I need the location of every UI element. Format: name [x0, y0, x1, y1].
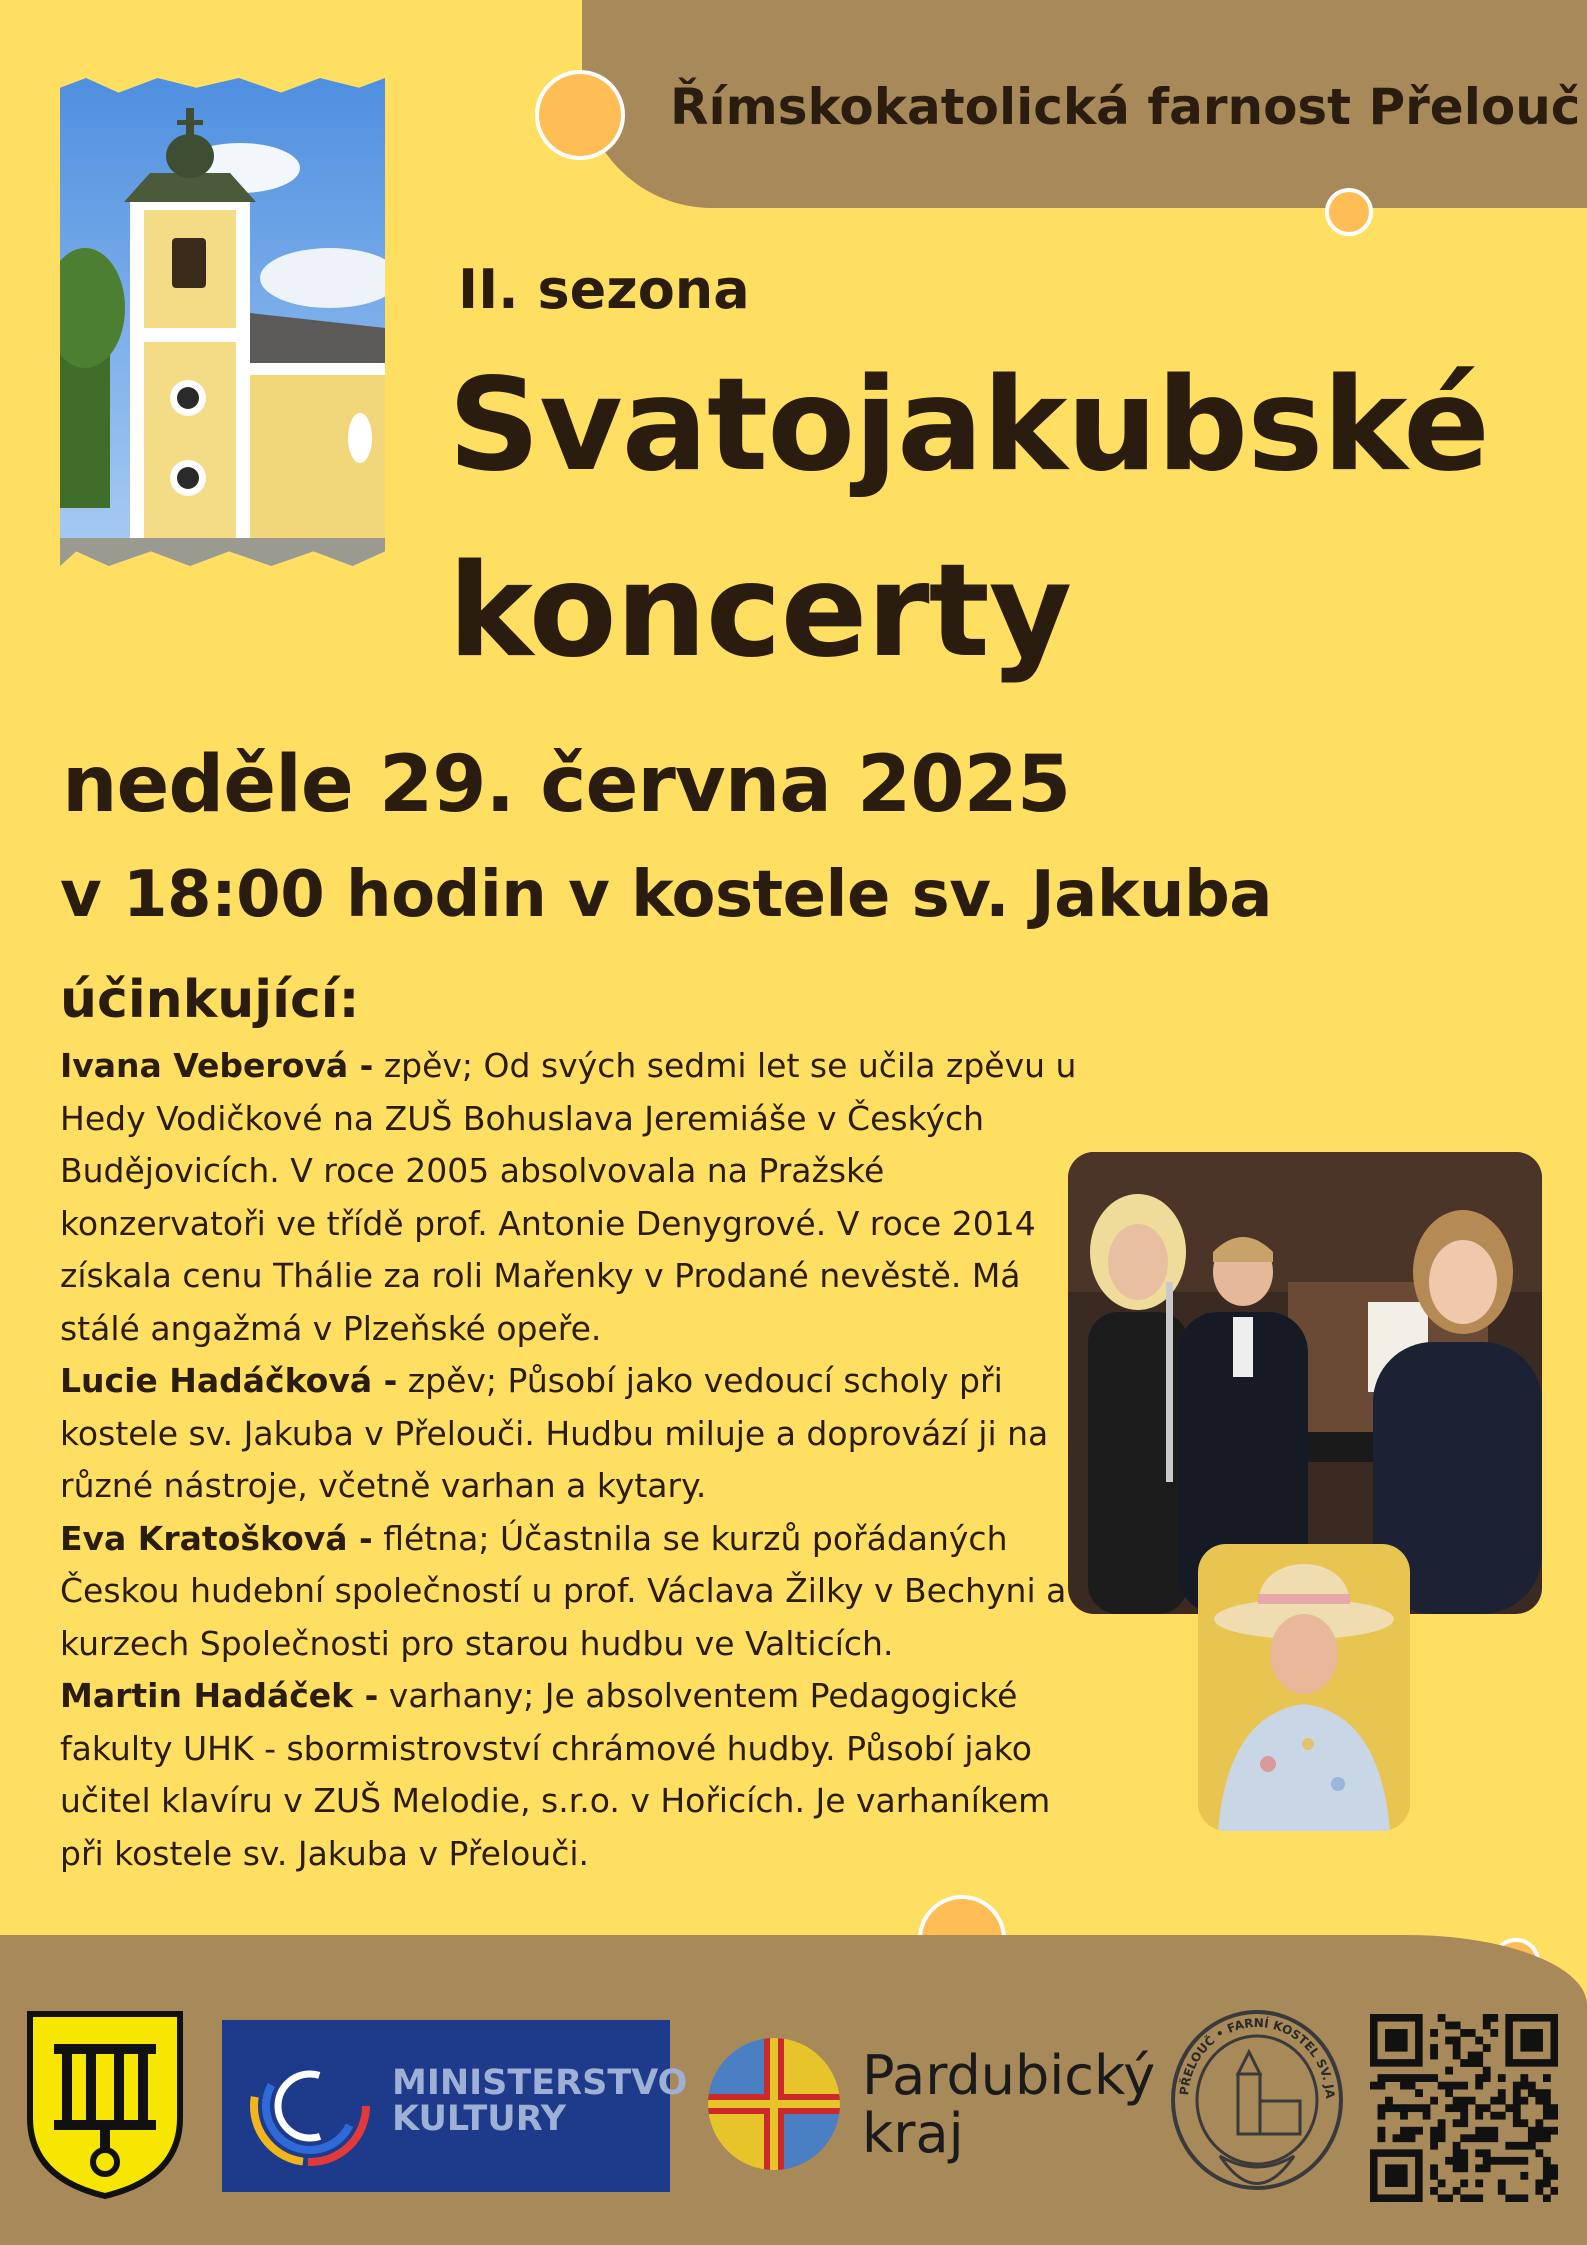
pardubice-region-emblem-icon — [706, 2036, 842, 2172]
performer-bio: flétna; Účastnila se kurzů pořádaných Českou hudební společností u prof. Václava Žilky v Bechyni a kurzech Společnosti pro starou hudbu ve Valticích. — [60, 1518, 1067, 1663]
svg-text:PŘELOUČ • FARNÍ KOSTEL SV. JAK — [1168, 2006, 1337, 2100]
parish-church-stamp-logo — [1168, 2006, 1346, 2204]
performer-name: Eva Kratošková - — [60, 1518, 373, 1558]
event-title-line2: koncerty — [448, 537, 1072, 686]
performer-name: Martin Hadáček - — [60, 1676, 379, 1715]
performer-portrait-photo — [1198, 1544, 1410, 1831]
performer-entry — [60, 1355, 1080, 1513]
performers-list — [60, 1040, 1080, 1880]
performers-heading: účinkující: — [60, 970, 360, 1030]
parish-name: Římskokatolická farnost Přelouč — [670, 78, 1581, 136]
region-line1: Pardubický — [862, 2044, 1156, 2107]
ministry-emblem-icon — [244, 2040, 376, 2172]
stamp-text: PŘELOUČ • FARNÍ KOSTEL SV. JA — [1177, 2015, 1338, 2100]
region-line2: kraj — [862, 2102, 964, 2165]
town-coat-of-arms-logo — [24, 2008, 186, 2200]
ministry-line2: KULTURY — [392, 2099, 567, 2139]
performer-bio: zpěv; Působí jako vedoucí scholy při kostele sv. Jakuba v Přelouči. Hudbu miluje a doprovází ji na různé nástroje, včetně varhan a kytary. — [60, 1361, 1049, 1505]
performer-entry — [60, 1513, 1080, 1671]
ministry-name — [392, 2065, 687, 2137]
performer-name: Ivana Veberová - — [60, 1046, 374, 1085]
season-label: II. sezona — [458, 258, 750, 321]
ministry-line1: MINISTERSTVO — [392, 2063, 688, 2103]
performer-entry — [60, 1670, 1080, 1880]
event-title-line1: Svatojakubské — [448, 351, 1489, 500]
event-date: neděle 29. června 2025 — [62, 740, 1071, 830]
performer-name: Lucie Hadáčková - — [60, 1361, 398, 1400]
performer-bio: zpěv; Od svých sedmi let se učila zpěvu u Hedy Vodičkové na ZUŠ Bohuslava Jeremiáše v Českých Budějovicích. V roce 2005 absolvovala na Pražské konzervatoři ve třídě prof. Antonie Denygrové. V roce 2014 získala cenu Thálie za roli Mařenky v Prodané nevěstě. Má stálé angažmá v Plzeňské opeře. — [60, 1046, 1077, 1348]
decor-circle-1 — [535, 70, 625, 160]
decor-circle-2 — [1325, 188, 1373, 236]
event-time-place: v 18:00 hodin v kostele sv. Jakuba — [60, 858, 1272, 932]
performer-bio: varhany; Je absolventem Pedagogické fakulty UHK - sbormistrovství chrámové hudby. Působí jako učitel klavíru v ZUŠ Melodie, s.r.o. v Hořicích. Je varhaníkem při kostele sv. Jakuba v Přelouči. — [60, 1676, 1051, 1873]
church-photo — [60, 78, 385, 566]
performer-entry — [60, 1040, 1080, 1355]
pardubice-region-name — [862, 2044, 1156, 2165]
qr-code[interactable] — [1370, 2014, 1558, 2202]
